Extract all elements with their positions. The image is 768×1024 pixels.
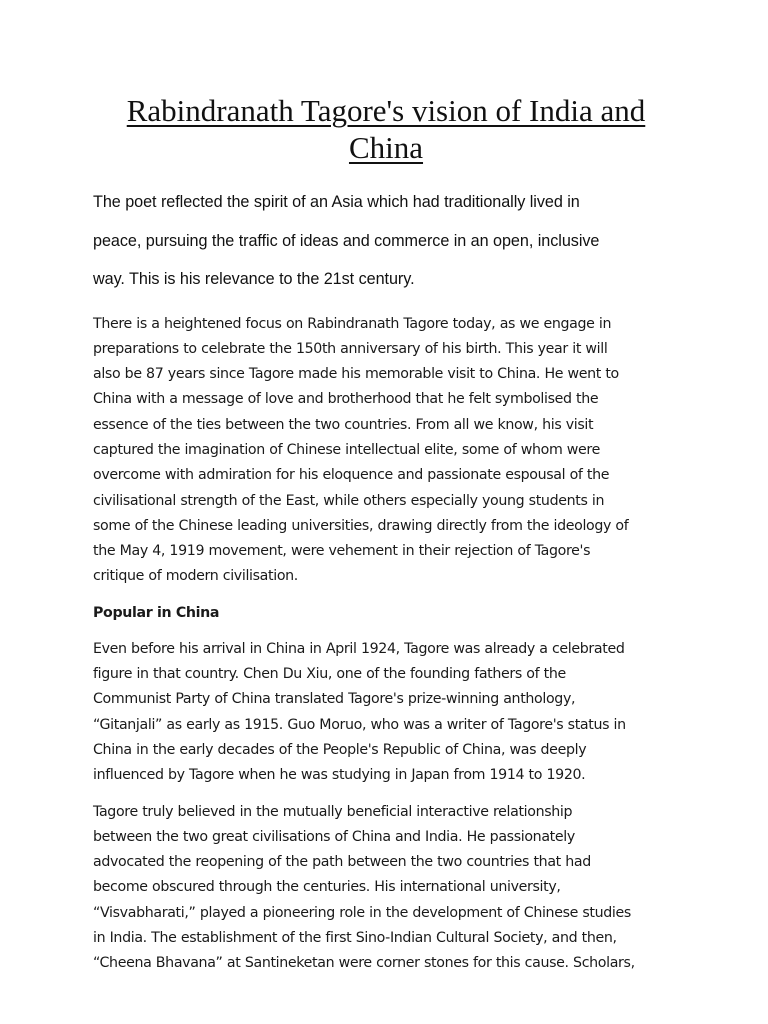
text-line: influenced by Tagore when he was studying in Japan from 1914 to 1920. — [93, 767, 586, 784]
subtitle-line: way. This is his relevance to the 21st century. — [93, 270, 415, 288]
text-line: critique of modern civilisation. — [93, 568, 298, 585]
paragraph-relationship — [93, 800, 679, 977]
text-line: China with a message of love and brotherhood that he felt symbolised the — [93, 391, 599, 408]
text-line: preparations to celebrate the 150th anniversary of his birth. This year it will — [93, 340, 608, 357]
text-line: “Gitanjali” as early as 1915. Guo Moruo, who was a writer of Tagore's status in — [93, 716, 626, 733]
subtitle-line: The poet reflected the spirit of an Asia which had traditionally lived in — [93, 193, 580, 211]
text-line: Even before his arrival in China in April 1924, Tagore was already a celebrated — [93, 640, 625, 657]
paragraph-intro — [93, 312, 679, 590]
text-line: essence of the ties between the two countries. From all we know, his visit — [93, 416, 594, 433]
document-title — [93, 92, 679, 166]
text-line: civilisational strength of the East, while others especially young students in — [93, 492, 605, 509]
paragraph-popular — [93, 637, 679, 789]
document-subtitle — [93, 183, 679, 299]
text-line: advocated the reopening of the path between the two countries that had — [93, 854, 591, 871]
text-line: between the two great civilisations of China and India. He passionately — [93, 828, 575, 845]
title-line: China — [348, 130, 424, 165]
text-line: some of the Chinese leading universities, drawing directly from the ideology of — [93, 517, 629, 534]
text-line: Tagore truly believed in the mutually beneficial interactive relationship — [93, 803, 573, 820]
text-line: “Cheena Bhavana” at Santineketan were corner stones for this cause. Scholars, — [93, 955, 635, 972]
text-line: in India. The establishment of the first Sino-Indian Cultural Society, and then, — [93, 930, 617, 947]
text-line: Communist Party of China translated Tagore's prize-winning anthology, — [93, 691, 576, 708]
subtitle-line: peace, pursuing the traffic of ideas and commerce in an open, inclusive — [93, 231, 600, 250]
text-line: overcome with admiration for his eloquence and passionate espousal of the — [93, 467, 610, 484]
document-page — [93, 92, 679, 988]
text-line: become obscured through the centuries. His international university, — [93, 879, 561, 896]
text-line: China in the early decades of the People's Republic of China, was deeply — [93, 741, 587, 758]
text-line: There is a heightened focus on Rabindranath Tagore today, as we engage in — [93, 315, 612, 332]
text-line: captured the imagination of Chinese intellectual elite, some of whom were — [93, 441, 600, 458]
text-line: figure in that country. Chen Du Xiu, one of the founding fathers of the — [93, 666, 566, 683]
text-line: the May 4, 1919 movement, were vehement in their rejection of Tagore's — [93, 543, 591, 560]
text-line: “Visvabharati,” played a pioneering role in the development of Chinese studies — [93, 904, 631, 921]
section-heading: Popular in China — [93, 604, 220, 621]
title-line: Rabindranath Tagore's vision of India and — [126, 93, 646, 128]
text-line: also be 87 years since Tagore made his memorable visit to China. He went to — [93, 366, 619, 383]
